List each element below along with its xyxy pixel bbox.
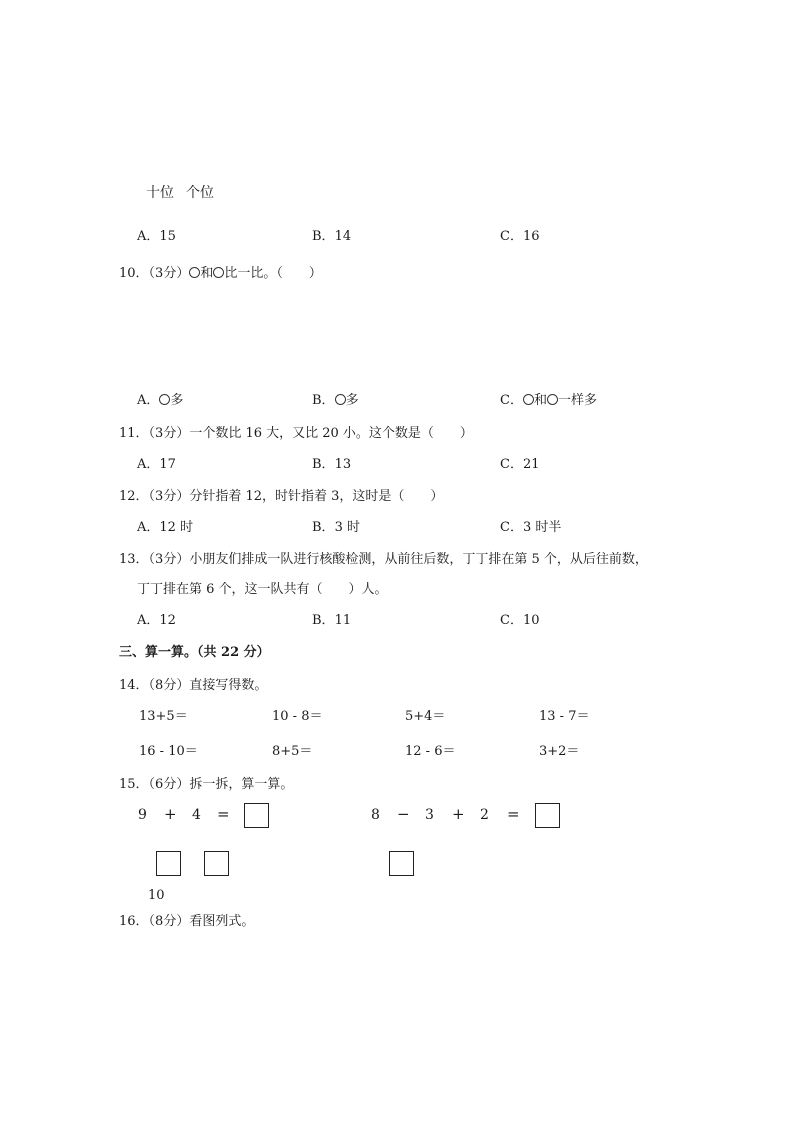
option-text: 多 xyxy=(170,393,184,408)
q14-expr: 3+2＝ xyxy=(539,744,580,759)
q14-expr: 16 - 10＝ xyxy=(139,744,198,759)
q11-option-b[interactable] xyxy=(312,457,351,473)
q15-left-op: + xyxy=(164,805,177,823)
q15-right-eq: = xyxy=(507,805,520,823)
circle-icon xyxy=(523,394,534,405)
abacus-bead xyxy=(150,169,168,177)
q13-option-b[interactable] xyxy=(312,613,351,629)
bead xyxy=(224,347,237,360)
q9-option-c[interactable] xyxy=(500,229,540,245)
option-text: 21 xyxy=(522,457,540,472)
q10-stem: 10．（3分） 和 比一比。（ ） xyxy=(119,266,322,281)
option-text: 11 xyxy=(334,613,352,628)
q14-expr: 10 - 8＝ xyxy=(272,709,323,724)
q15-left-b: 4 xyxy=(192,807,201,823)
bead xyxy=(207,352,220,365)
q15-left-split-box-1[interactable] xyxy=(156,851,181,876)
option-text: 16 xyxy=(522,229,540,244)
bead xyxy=(166,307,179,320)
q13-stem-line2: 丁丁排在第 6 个，这一队共有（ ）人。 xyxy=(137,582,388,597)
circle-icon xyxy=(213,267,224,278)
q14-expr: 13 - 7＝ xyxy=(539,709,590,724)
q11-stem: 11．（3分）一个数比 16 大，又比 20 小。这个数是（ ） xyxy=(119,426,473,441)
bead xyxy=(187,306,200,319)
q13-stem-line1: 13．（3分）小朋友们排成一队进行核酸检测，从前往后数，丁丁排在第 5 个，从后往前数， xyxy=(119,552,648,567)
q16-stem: 16．（8分）看图列式。 xyxy=(119,914,255,929)
option-letter: C． xyxy=(500,457,523,472)
q13-option-c[interactable] xyxy=(500,613,540,629)
q15-left-split-box-2[interactable] xyxy=(204,851,229,876)
option-letter: B． xyxy=(312,457,335,472)
q12-option-a[interactable] xyxy=(137,520,193,536)
q9-option-b[interactable] xyxy=(312,229,351,245)
section-title: 三、算一算。（共 22 分） xyxy=(119,645,270,660)
option-letter: A． xyxy=(137,520,160,535)
bead xyxy=(187,354,200,367)
option-text: 12 时 xyxy=(159,520,194,535)
circle-icon xyxy=(547,394,558,405)
option-letter: A． xyxy=(137,393,160,408)
circle-icon xyxy=(159,394,170,405)
option-text: 14 xyxy=(334,229,352,244)
q14-expr: 8+5＝ xyxy=(272,744,313,759)
option-letter: C． xyxy=(500,393,523,408)
q15-right-split-box[interactable] xyxy=(389,851,414,876)
option-text: 15 xyxy=(159,229,176,244)
abacus-bead xyxy=(193,169,211,177)
q11-option-a[interactable] xyxy=(137,457,176,473)
option-letter: C． xyxy=(500,613,523,628)
q14-expr: 5+4＝ xyxy=(405,709,446,724)
option-letter: B． xyxy=(312,613,335,628)
q14-stem: 14．（8分）直接写得数。 xyxy=(119,678,268,693)
abacus-bead xyxy=(193,161,211,169)
circle-icon xyxy=(335,394,346,405)
abacus-bead xyxy=(193,153,211,161)
abacus-bead xyxy=(193,145,211,153)
bead xyxy=(138,320,151,333)
q10-option-a[interactable] xyxy=(137,393,183,409)
abacus-bead xyxy=(193,137,211,145)
q12-stem: 12．（3分）分针指着 12，时针指着 3，这时是（ ） xyxy=(119,489,444,504)
bead xyxy=(224,313,237,326)
option-text: 13 xyxy=(334,457,352,472)
abacus-ones-label: 个位 xyxy=(186,185,214,201)
abacus-rod-tens xyxy=(157,106,161,174)
q15-right-b: 3 xyxy=(425,807,434,823)
bead xyxy=(236,339,249,352)
q15-left-answer-box[interactable] xyxy=(244,803,269,828)
bead xyxy=(149,347,162,360)
bead xyxy=(166,352,179,365)
q15-left-a: 9 xyxy=(138,807,147,823)
q15-right-a: 8 xyxy=(371,807,380,823)
q15-right-c: 2 xyxy=(480,807,489,823)
option-letter: B． xyxy=(312,393,335,408)
q15-stem: 15．（6分）拆一拆，算一算。 xyxy=(119,777,294,792)
option-letter: B． xyxy=(312,520,335,535)
option-letter: B． xyxy=(312,229,335,244)
option-letter: A． xyxy=(137,457,160,472)
circle-icon xyxy=(189,267,200,278)
q15-right-op2: + xyxy=(452,805,465,823)
option-text: 17 xyxy=(159,457,176,472)
q14-expr: 12 - 6＝ xyxy=(405,744,456,759)
option-letter: A． xyxy=(137,613,160,628)
q15-right-op1: − xyxy=(397,805,410,823)
q15-left-eq: = xyxy=(217,805,230,823)
bead xyxy=(236,320,249,333)
option-letter: C． xyxy=(500,520,523,535)
q13-option-a[interactable] xyxy=(137,613,176,629)
option-letter: C． xyxy=(500,229,523,244)
q10-option-b[interactable] xyxy=(312,393,359,409)
q10-option-c[interactable]: C． 和 一样多 xyxy=(500,393,597,408)
bead xyxy=(207,307,220,320)
abacus-tens-label: 十位 xyxy=(146,185,174,201)
option-text: 3 时 xyxy=(334,520,360,535)
option-letter: A． xyxy=(137,229,160,244)
option-text: 3 时半 xyxy=(522,520,562,535)
option-text: 一样多 xyxy=(557,393,597,408)
option-text: 12 xyxy=(159,613,176,628)
q12-option-c[interactable] xyxy=(500,520,561,536)
q14-expr: 13+5＝ xyxy=(139,709,188,724)
q15-right-answer-box[interactable] xyxy=(535,803,560,828)
q11-option-c[interactable] xyxy=(500,457,540,473)
option-text: 10 xyxy=(522,613,540,628)
option-text: 多 xyxy=(345,393,359,408)
q15-left-ten: 10 xyxy=(148,888,165,903)
q12-option-b[interactable] xyxy=(312,520,360,536)
bead xyxy=(149,313,162,326)
q9-option-a[interactable] xyxy=(137,229,176,245)
